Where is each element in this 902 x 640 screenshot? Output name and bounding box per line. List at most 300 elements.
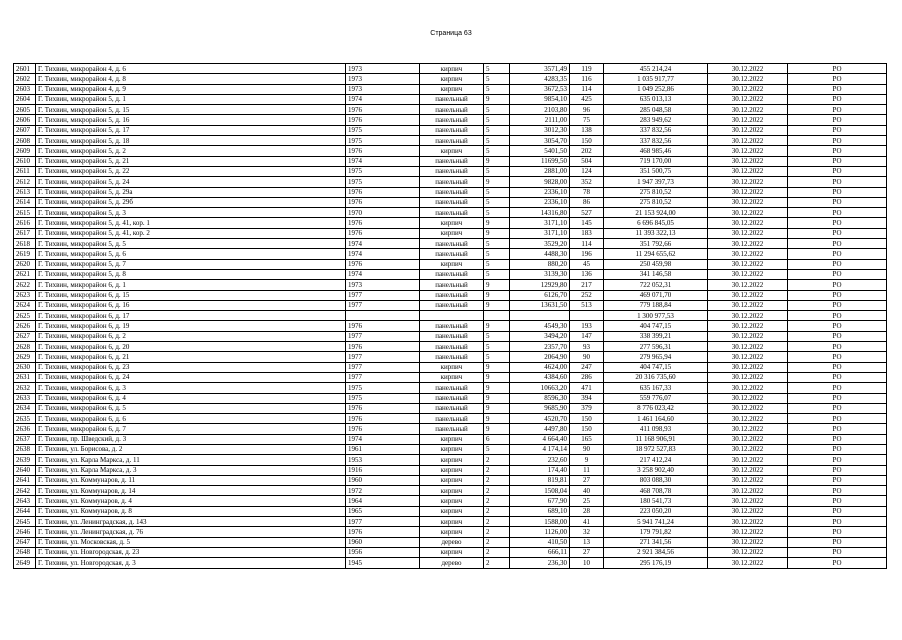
floors-cell: 2	[484, 455, 510, 465]
date-cell: 30.12.2022	[708, 465, 788, 475]
row-number-cell: 2640	[14, 465, 36, 475]
row-number-cell: 2632	[14, 383, 36, 393]
cost-cell: 279 965,94	[604, 352, 708, 362]
program-cell: РО	[788, 537, 887, 547]
table-row	[14, 403, 887, 413]
date-cell: 30.12.2022	[708, 311, 788, 321]
build-year-cell: 1977	[346, 290, 420, 300]
row-number-cell: 2620	[14, 259, 36, 269]
table-row	[14, 527, 887, 537]
row-number-cell: 2631	[14, 372, 36, 382]
residents-cell: 13	[570, 537, 604, 547]
program-cell: РО	[788, 321, 887, 331]
build-year-cell: 1975	[346, 166, 420, 176]
address-cell: Г. Тихвин, ул. Коммунаров, д. 8	[36, 506, 346, 516]
row-number-cell: 2626	[14, 321, 36, 331]
build-year-cell: 1976	[346, 424, 420, 434]
date-cell: 30.12.2022	[708, 537, 788, 547]
row-number-cell: 2616	[14, 218, 36, 228]
table-row	[14, 558, 887, 568]
program-cell: РО	[788, 259, 887, 269]
program-cell: РО	[788, 177, 887, 187]
table-row	[14, 424, 887, 434]
date-cell: 30.12.2022	[708, 94, 788, 104]
address-cell: Г. Тихвин, микрорайон 5, д. 17	[36, 125, 346, 135]
address-cell: Г. Тихвин, микрорайон 5, д. 6	[36, 249, 346, 259]
residents-cell: 41	[570, 517, 604, 527]
table-row	[14, 537, 887, 547]
wall-material-cell: панельный	[420, 300, 484, 310]
table-row	[14, 486, 887, 496]
wall-material-cell: панельный	[420, 403, 484, 413]
program-cell: РО	[788, 403, 887, 413]
row-number-cell: 2613	[14, 187, 36, 197]
date-cell: 30.12.2022	[708, 383, 788, 393]
build-year-cell: 1964	[346, 496, 420, 506]
row-number-cell: 2604	[14, 94, 36, 104]
wall-material-cell: панельный	[420, 125, 484, 135]
build-year-cell: 1976	[346, 414, 420, 424]
build-year-cell: 1977	[346, 300, 420, 310]
area-cell: 1126,00	[510, 527, 570, 537]
residents-cell: 504	[570, 156, 604, 166]
program-cell: РО	[788, 496, 887, 506]
program-cell: РО	[788, 64, 887, 74]
date-cell: 30.12.2022	[708, 156, 788, 166]
wall-material-cell	[420, 311, 484, 321]
address-cell: Г. Тихвин, микрорайон 6, д. 20	[36, 342, 346, 352]
date-cell: 30.12.2022	[708, 424, 788, 434]
build-year-cell: 1975	[346, 136, 420, 146]
wall-material-cell: панельный	[420, 280, 484, 290]
wall-material-cell: панельный	[420, 269, 484, 279]
build-year-cell: 1970	[346, 208, 420, 218]
address-cell: Г. Тихвин, ул. Карла Маркса, д. 11	[36, 455, 346, 465]
wall-material-cell: панельный	[420, 352, 484, 362]
floors-cell: 2	[484, 496, 510, 506]
floors-cell: 6	[484, 434, 510, 444]
residents-cell: 147	[570, 331, 604, 341]
cost-cell: 8 776 023,42	[604, 403, 708, 413]
row-number-cell: 2647	[14, 537, 36, 547]
table-row	[14, 506, 887, 516]
floors-cell: 5	[484, 352, 510, 362]
date-cell: 30.12.2022	[708, 444, 788, 454]
area-cell: 1508,04	[510, 486, 570, 496]
build-year-cell	[346, 311, 420, 321]
area-cell: 4497,80	[510, 424, 570, 434]
address-cell: Г. Тихвин, ул. Московская, д. 5	[36, 537, 346, 547]
residents-cell: 114	[570, 84, 604, 94]
build-year-cell: 1976	[346, 105, 420, 115]
floors-cell: 5	[484, 208, 510, 218]
build-year-cell: 1974	[346, 156, 420, 166]
floors-cell: 9	[484, 290, 510, 300]
row-number-cell: 2608	[14, 136, 36, 146]
cost-cell: 2 921 384,56	[604, 547, 708, 557]
date-cell: 30.12.2022	[708, 527, 788, 537]
cost-cell: 275 810,52	[604, 187, 708, 197]
area-cell: 5401,50	[510, 146, 570, 156]
program-cell: РО	[788, 444, 887, 454]
floors-cell: 5	[484, 64, 510, 74]
cost-cell: 295 176,19	[604, 558, 708, 568]
wall-material-cell: панельный	[420, 177, 484, 187]
date-cell: 30.12.2022	[708, 290, 788, 300]
date-cell: 30.12.2022	[708, 218, 788, 228]
cost-cell: 5 941 741,24	[604, 517, 708, 527]
cost-cell: 11 294 655,62	[604, 249, 708, 259]
row-number-cell: 2627	[14, 331, 36, 341]
address-cell: Г. Тихвин, ул. Ленинградская, д. 76	[36, 527, 346, 537]
floors-cell: 2	[484, 475, 510, 485]
build-year-cell: 1974	[346, 434, 420, 444]
table-body	[14, 64, 887, 569]
date-cell: 30.12.2022	[708, 166, 788, 176]
cost-cell: 351 792,66	[604, 239, 708, 249]
wall-material-cell: панельный	[420, 156, 484, 166]
area-cell: 3529,20	[510, 239, 570, 249]
area-cell: 236,30	[510, 558, 570, 568]
area-cell: 4384,60	[510, 372, 570, 382]
program-cell: РО	[788, 342, 887, 352]
cost-cell: 779 188,84	[604, 300, 708, 310]
program-cell: РО	[788, 486, 887, 496]
residents-cell: 40	[570, 486, 604, 496]
area-cell: 880,20	[510, 259, 570, 269]
build-year-cell: 1956	[346, 547, 420, 557]
program-cell: РО	[788, 218, 887, 228]
wall-material-cell: панельный	[420, 136, 484, 146]
date-cell: 30.12.2022	[708, 414, 788, 424]
build-year-cell: 1976	[346, 342, 420, 352]
address-cell: Г. Тихвин, микрорайон 6, д. 17	[36, 311, 346, 321]
address-cell: Г. Тихвин, ул. Новгородская, д. 23	[36, 547, 346, 557]
address-cell: Г. Тихвин, микрорайон 5, д. 16	[36, 115, 346, 125]
build-year-cell: 1975	[346, 393, 420, 403]
table-row	[14, 321, 887, 331]
wall-material-cell: панельный	[420, 115, 484, 125]
address-cell: Г. Тихвин, микрорайон 6, д. 1	[36, 280, 346, 290]
address-cell: Г. Тихвин, микрорайон 5, д. 15	[36, 105, 346, 115]
residents-cell: 90	[570, 444, 604, 454]
table-row	[14, 125, 887, 135]
floors-cell: 5	[484, 125, 510, 135]
build-year-cell: 1976	[346, 321, 420, 331]
floors-cell: 9	[484, 383, 510, 393]
table-row	[14, 547, 887, 557]
date-cell: 30.12.2022	[708, 239, 788, 249]
date-cell: 30.12.2022	[708, 269, 788, 279]
residents-cell: 193	[570, 321, 604, 331]
cost-cell: 21 153 924,00	[604, 208, 708, 218]
program-cell: РО	[788, 156, 887, 166]
floors-cell: 5	[484, 342, 510, 352]
residents-cell: 425	[570, 94, 604, 104]
date-cell: 30.12.2022	[708, 228, 788, 238]
cost-cell: 180 541,73	[604, 496, 708, 506]
build-year-cell: 1960	[346, 537, 420, 547]
cost-cell: 635 167,33	[604, 383, 708, 393]
wall-material-cell: кирпич	[420, 228, 484, 238]
program-cell: РО	[788, 187, 887, 197]
table-row	[14, 269, 887, 279]
wall-material-cell: панельный	[420, 383, 484, 393]
row-number-cell: 2615	[14, 208, 36, 218]
residents-cell: 27	[570, 475, 604, 485]
table-row	[14, 187, 887, 197]
row-number-cell: 2639	[14, 455, 36, 465]
cost-cell: 411 098,93	[604, 424, 708, 434]
build-year-cell: 1975	[346, 177, 420, 187]
row-number-cell: 2622	[14, 280, 36, 290]
program-cell: РО	[788, 249, 887, 259]
residents-cell: 136	[570, 269, 604, 279]
address-cell: Г. Тихвин, микрорайон 5, д. 3	[36, 208, 346, 218]
program-cell: РО	[788, 197, 887, 207]
address-cell: Г. Тихвин, микрорайон 6, д. 16	[36, 300, 346, 310]
cost-cell: 6 696 845,05	[604, 218, 708, 228]
row-number-cell: 2614	[14, 197, 36, 207]
floors-cell: 5	[484, 331, 510, 341]
build-year-cell: 1977	[346, 362, 420, 372]
build-year-cell: 1977	[346, 372, 420, 382]
floors-cell: 5	[484, 115, 510, 125]
table-row	[14, 84, 887, 94]
floors-cell: 2	[484, 537, 510, 547]
wall-material-cell: дерево	[420, 537, 484, 547]
wall-material-cell: панельный	[420, 105, 484, 115]
date-cell: 30.12.2022	[708, 352, 788, 362]
cost-cell: 803 088,30	[604, 475, 708, 485]
address-cell: Г. Тихвин, микрорайон 6, д. 19	[36, 321, 346, 331]
program-cell: РО	[788, 455, 887, 465]
wall-material-cell: панельный	[420, 321, 484, 331]
area-cell: 410,50	[510, 537, 570, 547]
date-cell: 30.12.2022	[708, 300, 788, 310]
wall-material-cell: панельный	[420, 393, 484, 403]
cost-cell: 404 747,15	[604, 362, 708, 372]
area-cell	[510, 311, 570, 321]
wall-material-cell: кирпич	[420, 444, 484, 454]
table-row	[14, 94, 887, 104]
date-cell: 30.12.2022	[708, 177, 788, 187]
floors-cell: 5	[484, 239, 510, 249]
row-number-cell: 2643	[14, 496, 36, 506]
floors-cell: 9	[484, 228, 510, 238]
program-cell: РО	[788, 269, 887, 279]
build-year-cell: 1965	[346, 506, 420, 516]
cost-cell: 337 832,56	[604, 125, 708, 135]
program-cell: РО	[788, 558, 887, 568]
residents-cell: 196	[570, 249, 604, 259]
residents-cell: 138	[570, 125, 604, 135]
program-cell: РО	[788, 383, 887, 393]
program-cell: РО	[788, 300, 887, 310]
floors-cell: 5	[484, 187, 510, 197]
address-cell: Г. Тихвин, микрорайон 6, д. 2	[36, 331, 346, 341]
wall-material-cell: кирпич	[420, 455, 484, 465]
residents-cell: 114	[570, 239, 604, 249]
area-cell: 3139,30	[510, 269, 570, 279]
cost-cell: 223 050,20	[604, 506, 708, 516]
area-cell: 4624,00	[510, 362, 570, 372]
wall-material-cell: кирпич	[420, 218, 484, 228]
address-cell: Г. Тихвин, микрорайон 5, д. 24	[36, 177, 346, 187]
build-year-cell: 1975	[346, 383, 420, 393]
cost-cell: 337 832,56	[604, 136, 708, 146]
cost-cell: 250 459,98	[604, 259, 708, 269]
build-year-cell: 1960	[346, 475, 420, 485]
floors-cell: 2	[484, 465, 510, 475]
address-cell: Г. Тихвин, микрорайон 5, д. 22	[36, 166, 346, 176]
area-cell: 4520,70	[510, 414, 570, 424]
residents-cell: 96	[570, 105, 604, 115]
program-cell: РО	[788, 94, 887, 104]
build-year-cell: 1945	[346, 558, 420, 568]
date-cell: 30.12.2022	[708, 64, 788, 74]
date-cell: 30.12.2022	[708, 105, 788, 115]
build-year-cell: 1976	[346, 218, 420, 228]
cost-cell: 468 985,46	[604, 146, 708, 156]
residents-cell: 252	[570, 290, 604, 300]
address-cell: Г. Тихвин, микрорайон 5, д. 29а	[36, 187, 346, 197]
build-year-cell: 1977	[346, 331, 420, 341]
build-year-cell: 1977	[346, 517, 420, 527]
floors-cell: 2	[484, 517, 510, 527]
table-row	[14, 146, 887, 156]
wall-material-cell: панельный	[420, 342, 484, 352]
date-cell: 30.12.2022	[708, 259, 788, 269]
residents-cell: 119	[570, 64, 604, 74]
residents-cell: 32	[570, 527, 604, 537]
floors-cell: 9	[484, 372, 510, 382]
date-cell: 30.12.2022	[708, 372, 788, 382]
date-cell: 30.12.2022	[708, 342, 788, 352]
build-year-cell: 1974	[346, 269, 420, 279]
row-number-cell: 2646	[14, 527, 36, 537]
table-row	[14, 414, 887, 424]
table-row	[14, 517, 887, 527]
program-cell: РО	[788, 506, 887, 516]
address-cell: Г. Тихвин, ул. Коммунаров, д. 4	[36, 496, 346, 506]
date-cell: 30.12.2022	[708, 455, 788, 465]
residents-cell: 78	[570, 187, 604, 197]
area-cell: 2336,10	[510, 187, 570, 197]
residents-cell: 145	[570, 218, 604, 228]
cost-cell: 11 168 906,91	[604, 434, 708, 444]
date-cell: 30.12.2022	[708, 331, 788, 341]
date-cell: 30.12.2022	[708, 249, 788, 259]
residents-cell: 25	[570, 496, 604, 506]
table-row	[14, 218, 887, 228]
program-cell: РО	[788, 280, 887, 290]
floors-cell: 5	[484, 146, 510, 156]
residents-cell: 86	[570, 197, 604, 207]
program-cell: РО	[788, 146, 887, 156]
build-year-cell: 1974	[346, 94, 420, 104]
address-cell: Г. Тихвин, микрорайон 5, д. 41, кор. 2	[36, 228, 346, 238]
residents-cell: 45	[570, 259, 604, 269]
area-cell: 4 664,40	[510, 434, 570, 444]
wall-material-cell: кирпич	[420, 475, 484, 485]
wall-material-cell: кирпич	[420, 362, 484, 372]
date-cell: 30.12.2022	[708, 517, 788, 527]
cost-cell: 20 316 735,60	[604, 372, 708, 382]
floors-cell: 9	[484, 362, 510, 372]
area-cell: 2881,00	[510, 166, 570, 176]
table-row	[14, 311, 887, 321]
program-cell: РО	[788, 166, 887, 176]
area-cell: 8596,30	[510, 393, 570, 403]
wall-material-cell: кирпич	[420, 84, 484, 94]
row-number-cell: 2603	[14, 84, 36, 94]
address-cell: Г. Тихвин, микрорайон 5, д. 8	[36, 269, 346, 279]
residents-cell: 150	[570, 136, 604, 146]
residents-cell: 286	[570, 372, 604, 382]
address-cell: Г. Тихвин, микрорайон 5, д. 41, кор. 1	[36, 218, 346, 228]
row-number-cell: 2638	[14, 444, 36, 454]
address-cell: Г. Тихвин, микрорайон 6, д. 21	[36, 352, 346, 362]
wall-material-cell: кирпич	[420, 74, 484, 84]
cost-cell: 283 949,62	[604, 115, 708, 125]
build-year-cell: 1916	[346, 465, 420, 475]
area-cell: 3012,30	[510, 125, 570, 135]
wall-material-cell: кирпич	[420, 506, 484, 516]
build-year-cell: 1976	[346, 527, 420, 537]
floors-cell: 5	[484, 136, 510, 146]
row-number-cell: 2642	[14, 486, 36, 496]
residents-cell: 10	[570, 558, 604, 568]
wall-material-cell: кирпич	[420, 64, 484, 74]
build-year-cell: 1972	[346, 486, 420, 496]
build-year-cell: 1976	[346, 259, 420, 269]
program-cell: РО	[788, 125, 887, 135]
address-cell: Г. Тихвин, микрорайон 6, д. 7	[36, 424, 346, 434]
wall-material-cell: кирпич	[420, 486, 484, 496]
table-row	[14, 434, 887, 444]
residents-cell: 11	[570, 465, 604, 475]
wall-material-cell: кирпич	[420, 259, 484, 269]
program-cell: РО	[788, 517, 887, 527]
wall-material-cell: панельный	[420, 94, 484, 104]
table-row	[14, 331, 887, 341]
area-cell: 677,90	[510, 496, 570, 506]
address-cell: Г. Тихвин, микрорайон 5, д. 5	[36, 239, 346, 249]
table-row	[14, 342, 887, 352]
residents-cell: 28	[570, 506, 604, 516]
date-cell: 30.12.2022	[708, 393, 788, 403]
program-cell: РО	[788, 362, 887, 372]
area-cell: 4 174,14	[510, 444, 570, 454]
address-cell: Г. Тихвин, микрорайон 5, д. 21	[36, 156, 346, 166]
residents-cell: 27	[570, 547, 604, 557]
table-row	[14, 249, 887, 259]
wall-material-cell: кирпич	[420, 527, 484, 537]
area-cell: 1588,00	[510, 517, 570, 527]
area-cell: 11699,50	[510, 156, 570, 166]
row-number-cell: 2605	[14, 105, 36, 115]
floors-cell: 2	[484, 527, 510, 537]
wall-material-cell: кирпич	[420, 434, 484, 444]
row-number-cell: 2607	[14, 125, 36, 135]
date-cell: 30.12.2022	[708, 321, 788, 331]
program-cell: РО	[788, 352, 887, 362]
wall-material-cell: панельный	[420, 414, 484, 424]
row-number-cell: 2621	[14, 269, 36, 279]
table-row	[14, 455, 887, 465]
area-cell: 232,60	[510, 455, 570, 465]
